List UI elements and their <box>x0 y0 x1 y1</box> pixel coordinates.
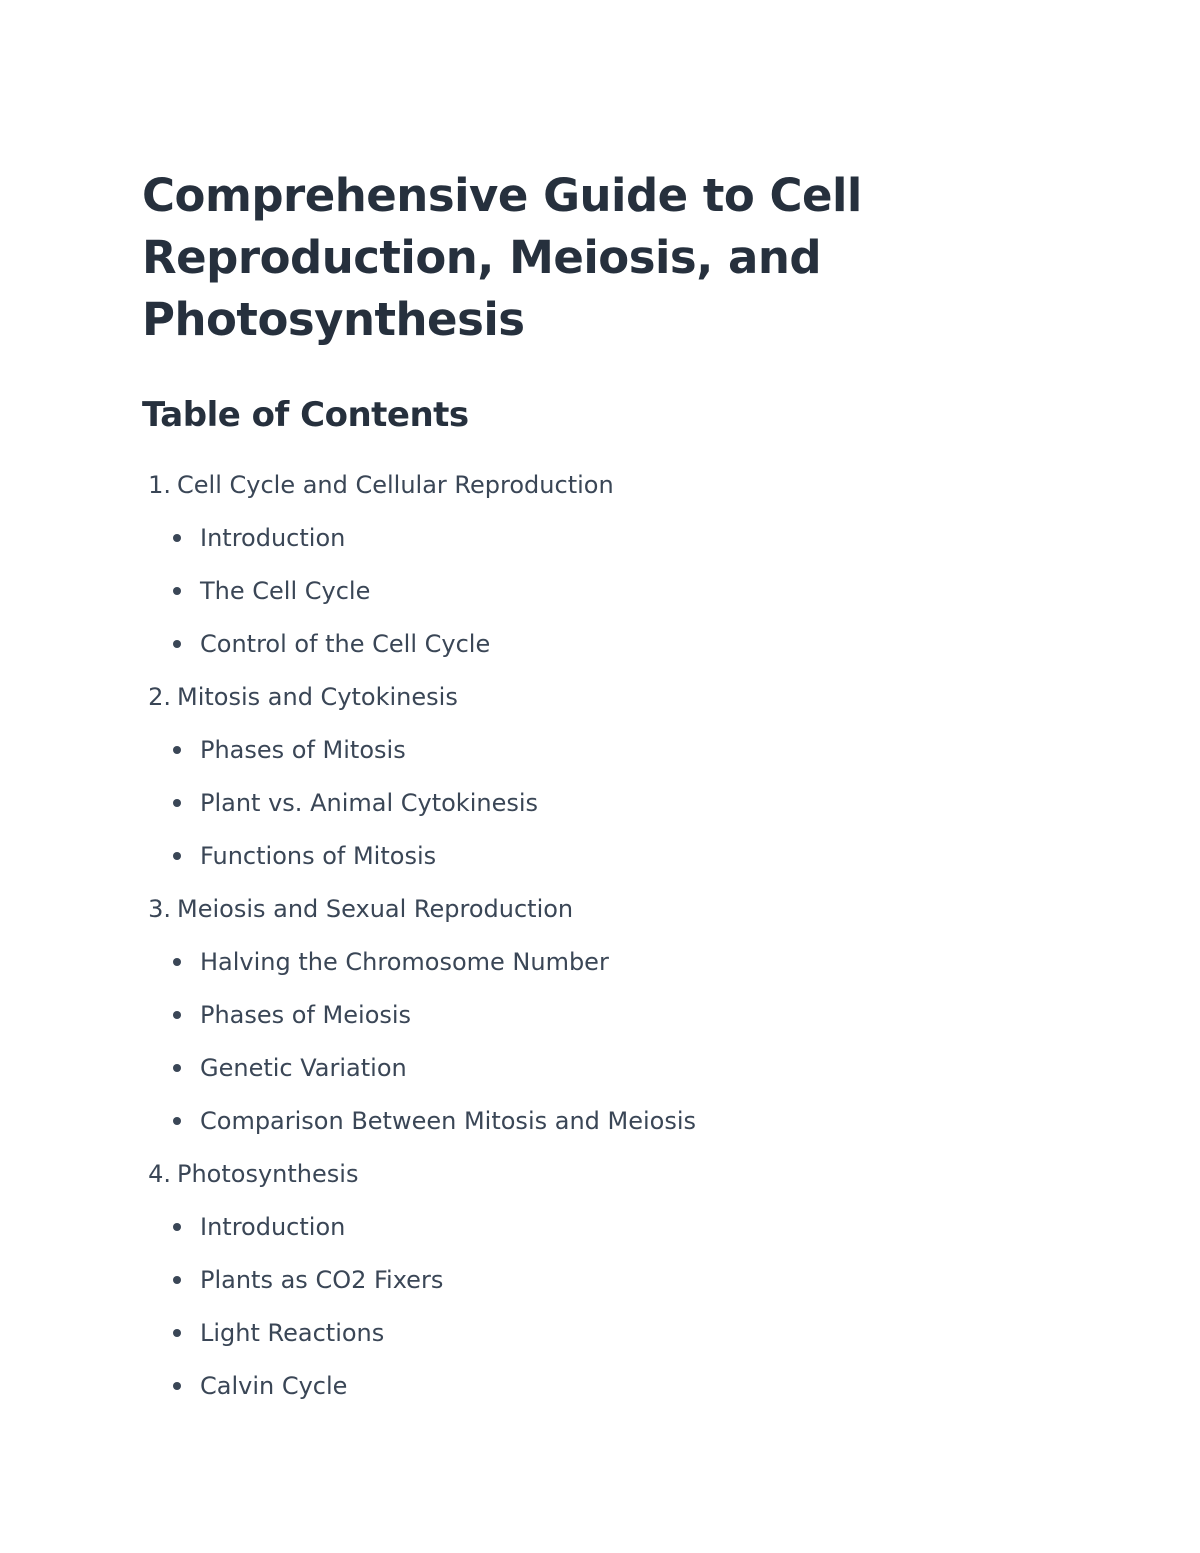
toc-subsection-label: Phases of Meiosis <box>200 1000 412 1029</box>
toc-section-3 <box>142 882 1042 1147</box>
toc-subsection-label: Introduction <box>200 523 346 552</box>
toc-section-row[interactable] <box>142 1147 1042 1200</box>
toc-section-label: Meiosis and Sexual Reproduction <box>177 894 574 923</box>
bullet-icon <box>173 534 181 542</box>
toc-subsection-list <box>142 1200 1042 1412</box>
toc-subsection-item[interactable] <box>142 988 1042 1041</box>
bullet-icon <box>173 799 181 807</box>
toc-subsection-item[interactable] <box>142 1306 1042 1359</box>
toc-subsection-item[interactable] <box>142 723 1042 776</box>
toc-subsection-label: Phases of Mitosis <box>200 735 406 764</box>
toc-section-row[interactable] <box>142 670 1042 723</box>
toc-subsection-item[interactable] <box>142 776 1042 829</box>
toc-subsection-label: Control of the Cell Cycle <box>200 629 491 658</box>
toc-subsection-label: Introduction <box>200 1212 346 1241</box>
toc-section-row[interactable] <box>142 458 1042 511</box>
toc-subsection-item[interactable] <box>142 1041 1042 1094</box>
toc-section-number: 3. <box>148 894 171 923</box>
toc-subsection-item[interactable] <box>142 1359 1042 1412</box>
toc-section-number: 2. <box>148 682 171 711</box>
document-page <box>142 165 1042 1412</box>
bullet-icon <box>173 958 181 966</box>
toc-subsection-item[interactable] <box>142 511 1042 564</box>
toc-subsection-item[interactable] <box>142 1200 1042 1253</box>
toc-section-1 <box>142 458 1042 670</box>
toc-subsection-item[interactable] <box>142 829 1042 882</box>
toc-subsection-label: Comparison Between Mitosis and Meiosis <box>200 1106 697 1135</box>
toc-subsection-label: Light Reactions <box>200 1318 385 1347</box>
bullet-icon <box>173 1276 181 1284</box>
toc-subsection-item[interactable] <box>142 1094 1042 1147</box>
bullet-icon <box>173 746 181 754</box>
toc-section-label: Mitosis and Cytokinesis <box>177 682 458 711</box>
toc-subsection-item[interactable] <box>142 1253 1042 1306</box>
bullet-icon <box>173 1011 181 1019</box>
toc-heading: Table of Contents <box>142 395 469 435</box>
bullet-icon <box>173 1223 181 1231</box>
toc-subsection-label: The Cell Cycle <box>200 576 371 605</box>
toc-subsection-label: Plant vs. Animal Cytokinesis <box>200 788 539 817</box>
toc-section-number: 1. <box>148 470 171 499</box>
bullet-icon <box>173 1329 181 1337</box>
toc-subsection-label: Functions of Mitosis <box>200 841 437 870</box>
bullet-icon <box>173 1064 181 1072</box>
toc-subsection-item[interactable] <box>142 617 1042 670</box>
bullet-icon <box>173 852 181 860</box>
toc-section-label: Cell Cycle and Cellular Reproduction <box>177 470 614 499</box>
toc-subsection-label: Calvin Cycle <box>200 1371 348 1400</box>
toc-subsection-item[interactable] <box>142 935 1042 988</box>
document-title: Comprehensive Guide to Cell Reproduction, Meiosis, and Photosynthesis <box>142 169 862 346</box>
toc-section-number: 4. <box>148 1159 171 1188</box>
toc-subsection-item[interactable] <box>142 564 1042 617</box>
toc-section-2 <box>142 670 1042 882</box>
toc-section-label: Photosynthesis <box>177 1159 359 1188</box>
bullet-icon <box>173 1382 181 1390</box>
toc-subsection-list <box>142 511 1042 670</box>
toc-section-row[interactable] <box>142 882 1042 935</box>
table-of-contents <box>142 458 1042 1412</box>
toc-subsection-label: Halving the Chromosome Number <box>200 947 609 976</box>
bullet-icon <box>173 587 181 595</box>
toc-subsection-label: Plants as CO2 Fixers <box>200 1265 444 1294</box>
bullet-icon <box>173 640 181 648</box>
toc-section-4 <box>142 1147 1042 1412</box>
bullet-icon <box>173 1117 181 1125</box>
toc-subsection-list <box>142 723 1042 882</box>
toc-subsection-list <box>142 935 1042 1147</box>
toc-subsection-label: Genetic Variation <box>200 1053 407 1082</box>
